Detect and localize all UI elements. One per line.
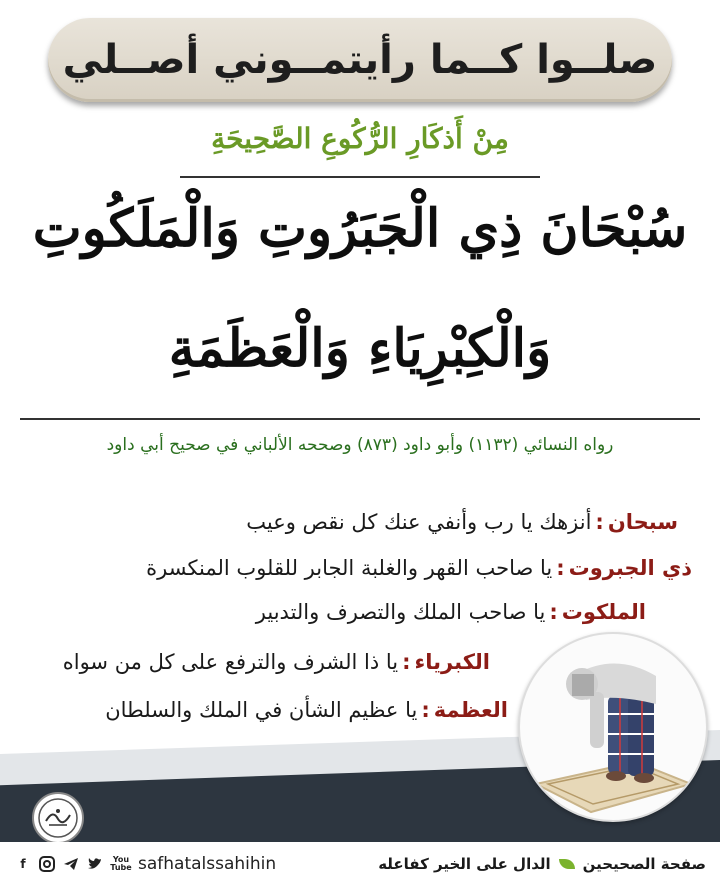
meaning-subhan	[246, 510, 678, 534]
footer-social	[14, 854, 276, 874]
meaning-colon: :	[402, 650, 411, 674]
meaning-jabarut	[146, 556, 692, 580]
divider-bottom	[20, 418, 700, 420]
instagram-icon[interactable]	[38, 855, 56, 873]
youtube-icon[interactable]	[110, 855, 132, 873]
meaning-term: سبحان	[607, 510, 678, 534]
meaning-definition: أنزهك يا رب وأنفي عنك كل نقص وعيب	[246, 510, 592, 534]
title-banner	[48, 18, 672, 102]
footer-slogan: الدال على الخير كفاعله	[378, 855, 551, 873]
bowing-prayer-illustration	[518, 632, 708, 822]
banner-title: صلــوا كــما رأيتمــوني أصــلي	[62, 37, 658, 83]
meaning-azama	[105, 698, 508, 722]
leaf-icon	[559, 859, 575, 869]
youtube-label-top: You	[112, 855, 130, 864]
meaning-definition: يا صاحب القهر والغلبة الجابر للقلوب المنكسرة	[146, 556, 553, 580]
twitter-icon[interactable]	[86, 855, 104, 873]
meaning-colon: :	[549, 600, 558, 624]
telegram-icon[interactable]	[62, 855, 80, 873]
meaning-colon: :	[595, 510, 604, 534]
page-logo	[32, 792, 84, 844]
meaning-definition: يا ذا الشرف والترفع على كل من سواه	[62, 650, 399, 674]
meaning-colon: :	[421, 698, 430, 722]
youtube-label-bottom: Tube	[110, 863, 132, 872]
facebook-icon[interactable]: f	[20, 857, 26, 871]
meaning-definition: يا صاحب الملك والتصرف والتدبير	[255, 600, 546, 624]
narration-source: رواه النسائي (١١٣٢) وأبو داود (٨٧٣) وصححه الألباني في صحيح أبي داود	[106, 435, 614, 455]
meaning-term: العظمة	[433, 698, 508, 722]
dhikr-line-2: وَالْكِبْرِيَاءِ وَالْعَظَمَةِ	[168, 318, 552, 379]
meaning-colon: :	[556, 556, 565, 580]
footer-branding	[378, 855, 706, 873]
footer-bar	[0, 842, 720, 886]
divider-top	[180, 176, 540, 178]
meaning-definition: يا عظيم الشأن في الملك والسلطان	[105, 698, 418, 722]
meaning-kibriya	[63, 650, 490, 674]
calligraphy-logo-icon	[37, 797, 79, 839]
meaning-term: الكبرياء	[414, 650, 490, 674]
ruku-figure-icon	[518, 634, 706, 822]
meaning-term: ذي الجبروت	[568, 556, 692, 580]
meaning-malakut	[256, 600, 646, 624]
footer-page-name: صفحة الصحيحين	[582, 855, 706, 873]
subtitle: مِنْ أَذكَارِ الرُّكُوعِ الصَّحِيحَةِ	[211, 122, 509, 155]
meaning-term: الملكوت	[561, 600, 646, 624]
footer-handle[interactable]: safhatalssahihin	[138, 854, 277, 874]
dhikr-line-1: سُبْحَانَ ذِي الْجَبَرُوتِ وَالْمَلَكُوتِ	[32, 198, 688, 259]
